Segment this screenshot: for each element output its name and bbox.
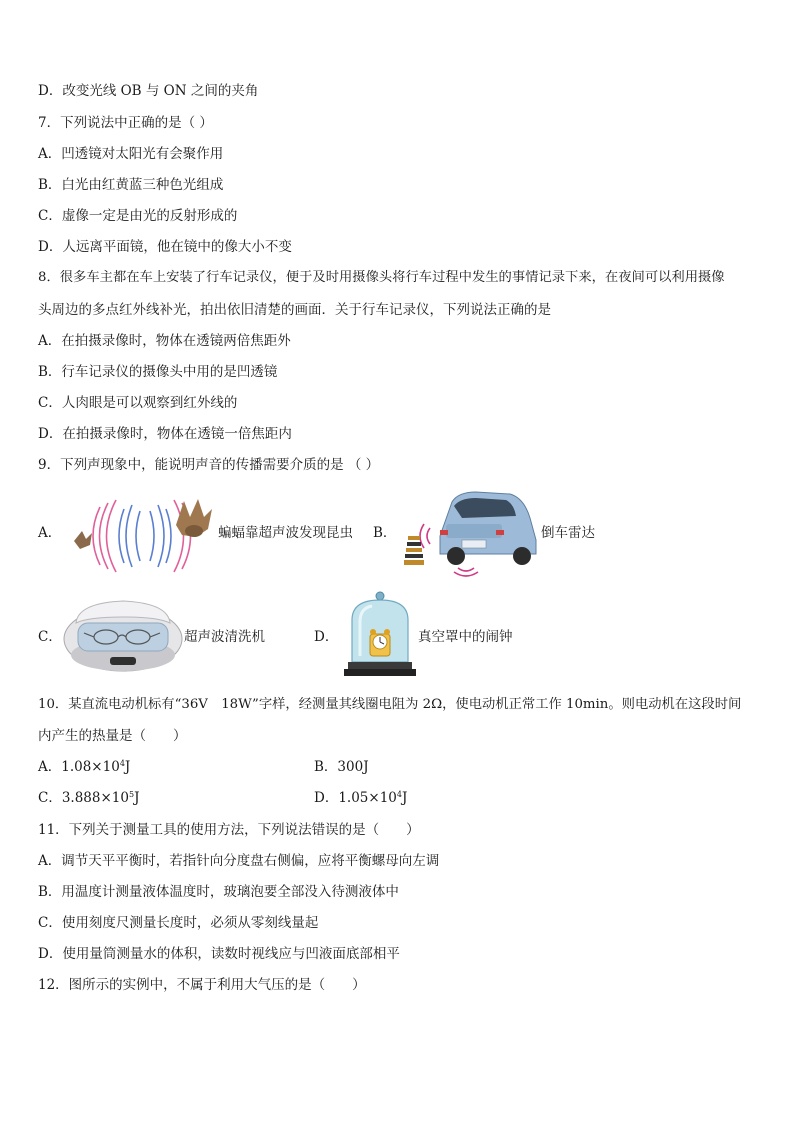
q9-option-c-letter: C． (38, 629, 62, 645)
bat-ultrasound-illustration (72, 495, 218, 577)
q9-option-a-letter: A． (38, 525, 62, 541)
ultrasonic-cleaner-illustration (62, 597, 184, 675)
q8-stem-line2: 头周边的多点红外线补光，拍出依旧清楚的画面．关于行车记录仪，下列说法正确的是 (38, 302, 551, 318)
q9-option-a-caption: 蝙蝠靠超声波发现昆虫 (218, 525, 353, 541)
q10-option-c: C．$3.888\times 10^5J$ (38, 790, 140, 806)
q7-option-b: B．白光由红黄蓝三种色光组成 (38, 177, 224, 193)
q7-option-c: C．虚像一定是由光的反射形成的 (38, 208, 238, 224)
q11-stem: 11．下列关于测量工具的使用方法，下列说法错误的是（ ） (38, 822, 420, 838)
q8-option-c: C．人肉眼是可以观察到红外线的 (38, 395, 238, 411)
q9-option-d-caption: 真空罩中的闹钟 (418, 629, 513, 645)
q9-option-d-letter: D． (314, 629, 339, 645)
q7-option-d: D．人远离平面镜，他在镜中的像大小不变 (38, 239, 292, 255)
q10-option-b: B．300J (314, 759, 369, 775)
q12-stem: 12．图所示的实例中，不属于利用大气压的是（ ） (38, 977, 366, 993)
q11-option-d: D．使用量筒测量水的体积，读数时视线应与凹液面底部相平 (38, 946, 400, 962)
q9-option-b-caption: 倒车雷达 (541, 525, 595, 541)
q7-stem: 7．下列说法中正确的是（ ） (38, 115, 213, 131)
q11-option-b: B．用温度计测量液体温度时，玻璃泡要全部没入待测液体中 (38, 884, 399, 900)
q8-stem-line1: 8．很多车主都在车上安装了行车记录仪，便于及时用摄像头将行车过程中发生的事情记录下来，在夜间可以利用摄像 (38, 270, 725, 285)
q10-stem-line1: 10．某直流电动机标有“36V 18W”字样，经测量其线圈电阻为 2Ω，使电动机正常工作 10min。则电动机在这段时间 (38, 697, 742, 712)
q8-option-d: D．在拍摄录像时，物体在透镜一倍焦距内 (38, 426, 292, 442)
q10-option-d: D．$1.05\times 10^4J$ (314, 790, 408, 806)
q9-option-b-letter: B． (373, 525, 397, 541)
q7-option-a: A．凹透镜对太阳光有会聚作用 (38, 146, 224, 162)
q9-option-c-caption: 超声波清洗机 (184, 629, 265, 645)
q6-option-d: D．改变光线 OB 与 ON 之间的夹角 (38, 83, 259, 99)
q11-option-a: A．调节天平平衡时，若指针向分度盘右侧偏，应将平衡螺母向左调 (38, 853, 440, 869)
q8-option-b: B．行车记录仪的摄像头中用的是凹透镜 (38, 364, 278, 380)
q9-stem: 9．下列声现象中，能说明声音的传播需要介质的是 （ ） (38, 457, 380, 473)
vacuum-bell-jar-clock-illustration (342, 590, 418, 680)
q10-stem-line2: 内产生的热量是（ ） (38, 728, 187, 744)
reversing-radar-car-illustration (402, 488, 540, 578)
q8-option-a: A．在拍摄录像时，物体在透镜两倍焦距外 (38, 333, 291, 349)
q10-option-a: A．$1.08\times 10^4J$ (38, 759, 131, 775)
q11-option-c: C．使用刻度尺测量长度时，必须从零刻线量起 (38, 915, 319, 931)
